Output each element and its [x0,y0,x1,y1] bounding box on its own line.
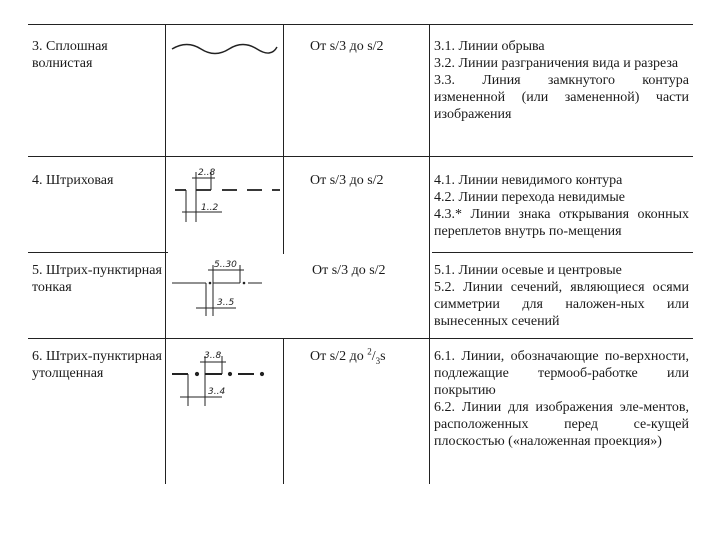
purpose-item: 4.3.* Линии знака открывания оконных переплетов внутрь по-мещения [434,207,689,239]
purpose-item: 6.2. Линии для изображения эле-ментов, расположенных перед се-кущей плоскостью («наложенная проекция») [434,400,689,449]
line-thickness: От s/3 до s/2 [312,263,386,278]
purpose-item: 3.2. Линии разграничения вида и разреза [434,56,679,71]
purpose-item: 5.1. Линии осевые и центровые [434,263,622,278]
dimension-label: 3..4 [208,387,226,397]
dimension-label: 3..8 [204,351,222,361]
dimension-label: 5..30 [214,260,237,270]
line-type-name: 6. Штрих-пунктирная утолщенная [32,349,162,381]
purpose-item: 5.2. Линии сечений, являющиеся осями симметрии для наложен-ных или вынесенных сечений [434,280,689,329]
purpose-item: 3.1. Линии обрыва [434,39,545,54]
line-thickness: От s/2 до $^2/_3s$ [310,346,386,366]
line-type-name: 3. Сплошная волнистая [32,39,108,71]
line-thickness: От s/3 до s/2 [310,39,384,54]
dimension-marks [180,356,226,406]
dash-dot-thick-sample [172,373,263,375]
dimension-label: 3..5 [217,298,235,308]
purpose-item: 3.3. Линия замкнутого контура измененной (или замененной) части изображения [434,73,689,122]
line-type-name: 4. Штриховая [32,173,114,188]
dimension-label: 1..2 [201,203,219,213]
line-thickness: От s/3 до s/2 [310,173,384,188]
dimension-marks [182,172,222,222]
wavy-line-sample [172,45,277,54]
purpose-item: 6.1. Линии, обозначающие по-верхности, подлежащие термооб-работке или покрытию [434,349,689,398]
line-type-name: 5. Штрих-пунктирная тонкая [32,263,162,295]
dimension-marks [196,265,244,316]
purpose-item: 4.1. Линии невидимого контура [434,173,623,188]
dash-dot-thin-sample [172,282,262,284]
dimension-label: 2..8 [198,168,216,178]
purpose-item: 4.2. Линии перехода невидимые [434,190,626,205]
